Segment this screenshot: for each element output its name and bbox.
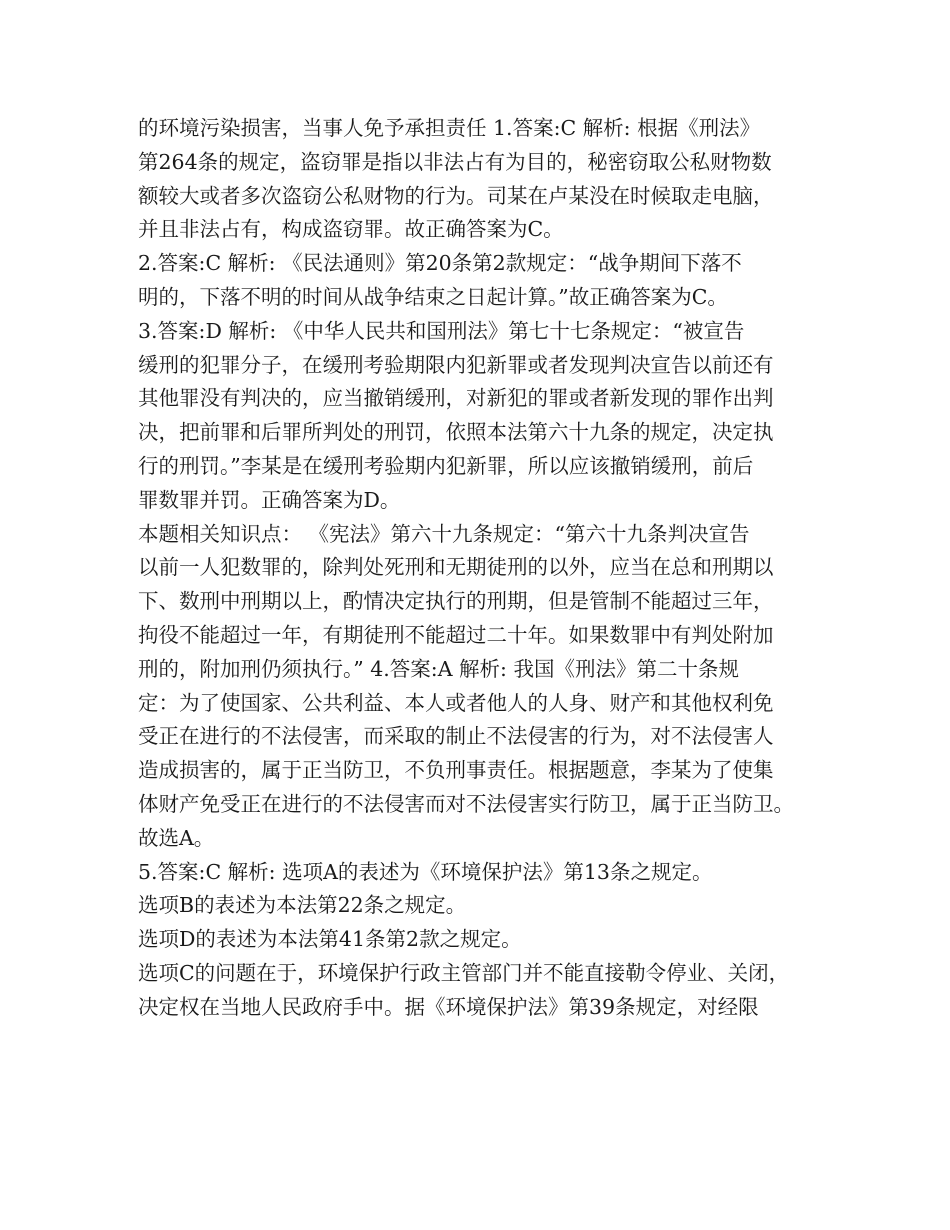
text-line: 罪数罪并罚。正确答案为D。 (138, 487, 401, 512)
text-line: 下、数刑中刑期以上，酌情决定执行的刑期，但是管制不能超过三年， (138, 589, 774, 614)
document-page (138, 112, 828, 1025)
text-line: 行的刑罚。”李某是在缓刑考验期内犯新罪，所以应该撤销缓刑，前后 (138, 453, 754, 478)
text-line: 选项B的表述为本法第22条之规定。 (138, 893, 467, 918)
text-line: 体财产免受正在进行的不法侵害而对不法侵害实行防卫，属于正当防卫。 (138, 791, 794, 816)
text-line: 决定权在当地人民政府手中。据《环境保护法》第39条规定，对经限 (138, 994, 759, 1019)
text-line: 缓刑的犯罪分子，在缓刑考验期限内犯新罪或者发现判决宣告以前还有 (138, 352, 774, 377)
text-line: 选项C的问题在于，环境保护行政主管部门并不能直接勒令停业、关闭， (138, 960, 790, 985)
text-line: 的环境污染损害，当事人免予承担责任 1.答案:C 解析: 根据《刑法》 (138, 116, 761, 140)
text-line: 受正在进行的不法侵害，而采取的制止不法侵害的行为，对不法侵害人 (138, 724, 774, 749)
text-line: 故选A。 (138, 825, 215, 850)
text-line: 其他罪没有判决的，应当撤销缓刑，对新犯的罪或者新发现的罪作出判 (138, 386, 774, 411)
text-line: 5.答案:C 解析: 选项A的表述为《环境保护法》第13条之规定。 (138, 859, 713, 884)
text-line: 决，把前罪和后罪所判处的刑罚，依照本法第六十九条的规定，决定执 (138, 420, 774, 445)
text-line: 第264条的规定，盗窃罪是指以非法占有为目的，秘密窃取公私财物数 (138, 149, 772, 174)
text-line: 定：为了使国家、公共利益、本人或者他人的人身、财产和其他权利免 (138, 690, 774, 715)
text-line: 拘役不能超过一年，有期徒刑不能超过二十年。如果数罪中有判处附加 (138, 622, 774, 647)
text-line: 2.答案:C 解析: 《民法通则》第20条第2款规定：“战争期间下落不 (138, 251, 742, 276)
text-line: 以前一人犯数罪的，除判处死刑和无期徒刑的以外，应当在总和刑期以 (138, 555, 774, 580)
text-line: 造成损害的，属于正当防卫，不负刑事责任。根据题意，李某为了使集 (138, 758, 774, 783)
text-line: 并且非法占有，构成盗窃罪。故正确答案为C。 (138, 217, 564, 242)
text-line: 明的，下落不明的时间从战争结束之日起计算。”故正确答案为C。 (138, 284, 728, 309)
text-line: 3.答案:D 解析: 《中华人民共和国刑法》第七十七条规定：“被宣告 (138, 318, 745, 343)
text-line: 选项D的表述为本法第41条第2款之规定。 (138, 927, 522, 952)
text-line: 额较大或者多次盗窃公私财物的行为。司某在卢某没在时候取走电脑， (138, 183, 774, 208)
text-line: 刑的，附加刑仍须执行。” 4.答案:A 解析: 我国《刑法》第二十条规 (138, 656, 739, 681)
text-line: 本题相关知识点： 《宪法》第六十九条规定：“第六十九条判决宣告 (138, 521, 750, 546)
